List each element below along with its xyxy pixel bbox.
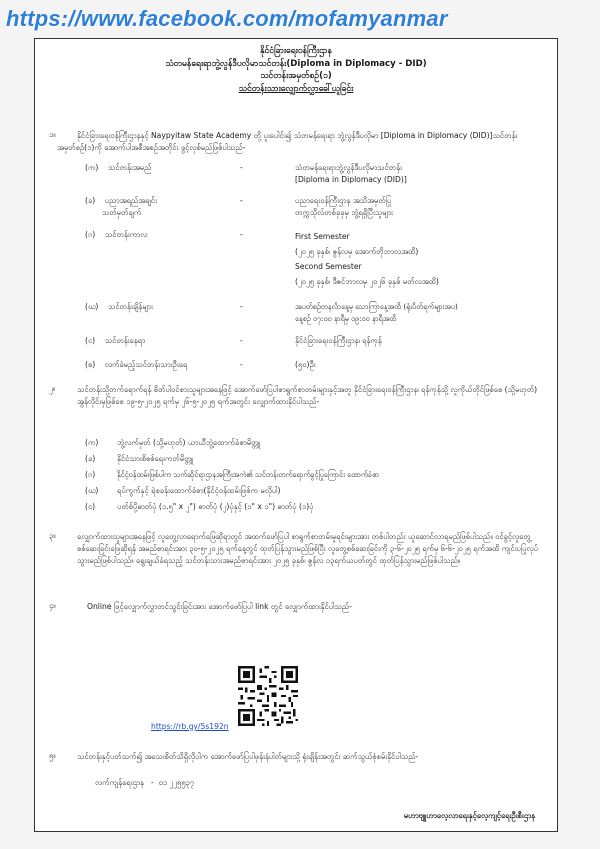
requirement-text: နိုင်ငံသားစိစစ်ရေးကတ်မိတ္တူ [117, 454, 194, 463]
detail-dash: - [240, 230, 243, 239]
requirement-label: (က) [85, 438, 99, 447]
contact-phone: လက်ကျန်ရေးဌာန - ၀၁ ၂၂၅၅၃၇ [95, 778, 195, 787]
para3-number: ၃။ [49, 531, 56, 540]
detail-dash: - [240, 163, 243, 172]
detail-dash: - [240, 360, 243, 369]
detail-label: (င) သင်တန်းနေရာ [85, 336, 146, 345]
para1-text: နိုင်ငံခြားရေးဝန်ကြီးဌာနနှင့် Naypyitaw State Academy တို့ ပူးပေါင်း၍ သံတမန်ရေးရာ ဘွဲ့လွန်ဒီပလိုမာ [Diploma in Diplomacy (DID)]သင်တန်း အမှတ်စဉ်(၁)ကို အောက်ပါအစီအစဉ်အတိုင်း ဖွင့်လှစ်မည်ဖြစ်ပါသည်- [57, 131, 518, 152]
para2-number: ၂။ [49, 384, 56, 393]
header-course: သံတမန်ရေးရာဘွဲ့လွန်ဒီပလိုမာသင်တန်း(Diploma in Diplomacy - DID) [165, 58, 427, 69]
detail-label: (ဂ) သင်တန်းကာလ [85, 230, 148, 239]
application-link[interactable]: https://rb.gy/5s192n [151, 722, 229, 731]
header-title: သင်တန်းသားလျှောက်လွှာခေါ်ယူခြင်း [238, 83, 354, 94]
detail-label: (ခ) ပညာအရည်အချင်း သတ်မှတ်ချက် [85, 196, 157, 217]
requirement-label: (င) [85, 502, 96, 511]
detail-value: နိုင်ငံခြားရေးဝန်ကြီးဌာန၊ ရန်ကုန် [295, 336, 382, 345]
detail-value: ပညာရေးဝန်ကြီးဌာန အသိအမှတ်ပြု တက္ကသိုလ်တစ်ခုခုမှ ဘွဲ့ရရှိပြီးသူများ [295, 196, 393, 217]
document-header [35, 45, 557, 95]
detail-dash: - [240, 302, 243, 311]
detail-label: (စ) လက်ခံမည့်သင်တန်းသားဦးရေ [85, 360, 188, 369]
para5-number: ၅။ [49, 751, 56, 760]
para4-number: ၄။ [49, 601, 56, 610]
detail-dash: - [240, 196, 243, 205]
requirement-text: ပတ်စ်ပို့ဓာတ်ပုံ (၁.၅" x ၂") ဓာတ်ပုံ (၂)ပုံနှင့် (၁" x ၁") ဓာတ်ပုံ (၁)ပုံ [117, 502, 314, 511]
requirement-label: (ဂ) [85, 470, 96, 479]
para5-text: သင်တန်းနှင့်ပတ်သက်၍ အသေးစိတ်သိရှိလိုပါက အောက်ဖော်ပြပါဖုန်းနံပါတ်များသို့ ရုံးချိန်းအတွင်း ဆက်သွယ်စုံစမ်းနိုင်ပါသည်- [77, 752, 419, 761]
para2-text: သင်တန်းသို့တက်ရောက်ရန် စိတ်ပါဝင်စားသူများအနေဖြင့် အောက်ဖော်ပြပါစာရွက်စာတမ်းများနှင့်အတူ နိုင်ငံခြားရေးဝန်ကြီးဌာန၊ ရန်ကုန်သို့ လူကိုယ်တိုင်ဖြစ်စေ (သို့မဟုတ်) အွန်လိုင်းမှဖြစ်စေ ၁၉-၅-၂၀၂၅ ရက်မှ ၂၆-၅-၂၀၂၅ ရက်အတွင်း လျှောက်ထားနိုင်ပါသည်- [77, 385, 538, 406]
header-ministry: နိုင်ငံခြားရေးဝန်ကြီးဌာန [260, 46, 332, 56]
requirement-text: ဘွဲ့လက်မှတ် (သို့မဟုတ်) ယာယီဘွဲ့ထောက်ခံစာမိတ္တူ [117, 438, 261, 447]
watermark-url: https://www.facebook.com/mofamyanmar [6, 6, 448, 31]
requirement-label: (ခ) [85, 454, 96, 463]
requirement-text: နိုင်ငံ့ဝန်ထမ်းဖြစ်ပါက သက်ဆိုင်ရာဌာနအကြီးအကဲ၏ သင်တန်းတက်ရောက်ခွင့်ပြုကြောင်း ထောက်ခံစာ [117, 470, 380, 479]
document-page [34, 38, 558, 832]
detail-value: အပတ်စဉ်တနင်္လာနေ့မှ သောကြာနေ့အထိ (ရုံးပိတ်ရက်များအပ) နေ့စဉ် ၀၇:၀၀ နာရီမှ ၀၉:၀၀ နာရီအထိ [295, 302, 458, 323]
para4-text: Online ဖြင့်လျှောက်လွှာတင်သွင်းခြင်းအား အောက်ဖော်ပြပါ link တွင် လျှောက်ထားနိုင်ပါသည်- [87, 602, 352, 611]
issuing-department: မဟာဗျူဟာလေ့လာရေးနှင့်လေ့ကျင့်ရေးဦးစီးဌာန [403, 811, 535, 820]
header-batch: သင်တန်းအမှတ်စဉ်(၁) [260, 71, 332, 81]
detail-value: (၅၀)ဦး [295, 360, 316, 369]
requirement-text: ရပ်ကွက်နှင့် ရဲစခန်းထောက်ခံစာ(နိုင်ငံ့ဝန်ထမ်းဖြစ်က မလိုပါ) [117, 486, 281, 495]
detail-value: သံတမန်ရေးရာဘွဲ့လွန်ဒီပလိုမာသင်တန်း [Diploma in Diplomacy (DID)] [295, 163, 407, 184]
detail-label: (က) သင်တန်းအမည် [85, 163, 152, 172]
para1-number: ၁။ [49, 130, 56, 139]
detail-label: (ဃ) သင်တန်းချိန်များ [85, 302, 153, 311]
qr-code-icon[interactable] [238, 666, 298, 726]
detail-dash: - [240, 336, 243, 345]
para3-text: လျှောက်ထားသူများအနေဖြင့် လူတွေ့လာရောက်ဖြေဆိုရာတွင် အထက်ဖော်ပြပါ စာရွက်စာတမ်းမူရင်းများအား တစ်ပါတည်း ယူဆောင်လာရမည်ဖြစ်ပါသည်။ ဝင်ခွင့်လူတွေ့စစ်ဆေးခြင်းဖြေဆိုရန် အမည်စာရင်းအား ၃၀-၅-၂၀၂၅ ရက်နေ့တွင် ထုတ်ပြန်သွားမည်ဖြစ်ပြီး လူတွေ့စစ်ဆေးခြင်းကို ၃-၆-၂၀၂၅ ရက်မှ ၆-၆-၂၀၂၅ ရက်အထိ ကျင်းပပြုလုပ်သွားမည်ဖြစ်ပါသည်။ ရွေးချယ်ခံရသည့် သင်တန်းသားအမည်စာရင်းအား ၂၀၂၅ ခုနှစ်၊ ဇွန်လ ၁၃ရက်ယပတ်တွင် ထုတ်ပြန်သွားမည်ဖြစ်ပါသည်။ [77, 532, 538, 565]
detail-value: First Semester (၂၀၂၅ ခုနှစ်၊ ဇွန်လမှ အောက်တိုဘာလအထိ) Second Semester (၂၀၂၅ ခုနှစ်၊ ဒီဇင်ဘာလမှ ၂၀၂၆ ခုနှစ် မတ်လအထိ) [295, 232, 439, 286]
requirement-label: (ဃ) [85, 486, 99, 495]
